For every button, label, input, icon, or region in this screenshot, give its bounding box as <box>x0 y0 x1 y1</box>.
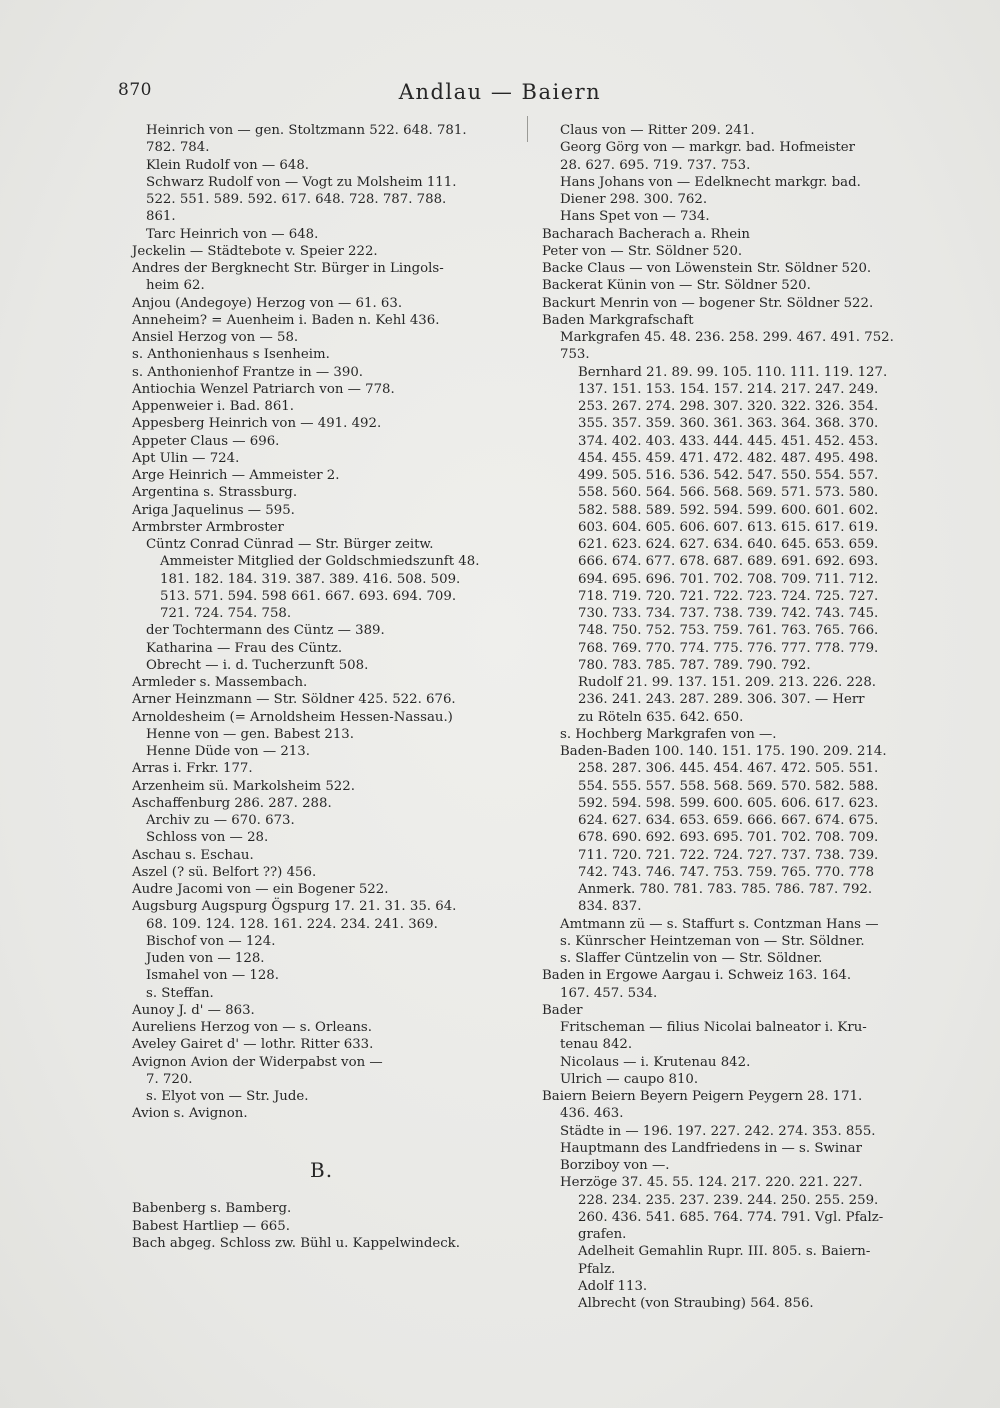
index-line: Augsburg Augspurg Ögspurg 17. 21. 31. 35. 64. <box>132 899 457 915</box>
index-line: Ansiel Herzog von — 58. <box>132 330 299 345</box>
index-line: Nicolaus — i. Krutenau 842. <box>560 1054 751 1070</box>
index-line: Cüntz Conrad Cünrad — Str. Bürger zeitw. <box>146 537 434 552</box>
index-line: Antiochia Wenzel Patriarch von — 778. <box>132 381 395 397</box>
index-line: Henne Düde von — 213. <box>146 744 310 759</box>
index-line: 780. 783. 785. 787. 789. 790. 792. <box>578 657 811 673</box>
index-line: Appesberg Heinrich von — 491. 492. <box>132 416 382 432</box>
index-line: s. Steffan. <box>146 985 214 1001</box>
index-line: s. Slaffer Cüntzelin von — Str. Söldner. <box>560 951 823 966</box>
index-line: Aschaffenburg 286. 287. 288. <box>132 795 332 811</box>
index-line: Andres der Bergknecht Str. Bürger in Lingols- <box>132 261 444 276</box>
index-line: Georg Görg von — markgr. bad. Hofmeister <box>560 140 856 156</box>
index-line: Rudolf 21. 99. 137. 151. 209. 213. 226. 228. <box>578 675 877 690</box>
index-line: Städte in — 196. 197. 227. 242. 274. 353. 855. <box>560 1123 876 1139</box>
index-line: s. Anthonienhaus s Isenheim. <box>132 347 330 363</box>
index-line: Schwarz Rudolf von — Vogt zu Molsheim 111. <box>146 174 457 190</box>
index-line: Bacharach Bacherach a. Rhein <box>542 226 750 242</box>
index-line: 454. 455. 459. 471. 472. 482. 487. 495. 498. <box>578 450 879 466</box>
index-line: heim 62. <box>146 278 205 294</box>
index-line: Jeckelin — Städtebote v. Speier 222. <box>132 243 378 259</box>
index-line: 228. 234. 235. 237. 239. 244. 250. 255. 259. <box>578 1192 879 1208</box>
index-line: 522. 551. 589. 592. 617. 648. 728. 787. 788. <box>146 192 447 207</box>
index-line: 834. 837. <box>578 899 642 915</box>
page-number: 870 <box>118 80 152 100</box>
index-line: 558. 560. 564. 566. 568. 569. 571. 573. 580. <box>578 485 879 501</box>
index-line: 499. 505. 516. 536. 542. 547. 550. 554. 557. <box>578 468 879 483</box>
right-column <box>542 122 937 1312</box>
index-line: s. Anthonienhof Frantze in — 390. <box>132 364 364 380</box>
index-line: Audre Jacomi von — ein Bogener 522. <box>132 882 389 897</box>
index-line: Aveley Gairet d' — lothr. Ritter 633. <box>132 1037 374 1053</box>
index-line: 748. 750. 752. 753. 759. 761. 763. 765. 766. <box>578 623 879 639</box>
index-line: Peter von — Str. Söldner 520. <box>542 243 743 259</box>
index-line: tenau 842. <box>560 1037 633 1053</box>
index-line: 753. <box>560 347 590 363</box>
index-line: Armleder s. Massembach. <box>132 675 308 690</box>
index-line: Baden Markgrafschaft <box>542 312 694 328</box>
index-line: Tarc Heinrich von — 648. <box>146 226 319 242</box>
index-line: Fritscheman — filius Nicolai balneator i. Kru- <box>560 1020 867 1035</box>
index-line: 374. 402. 403. 433. 444. 445. 451. 452. 453. <box>578 433 879 449</box>
index-line: 28. 627. 695. 719. 737. 753. <box>560 157 751 173</box>
index-line: Heinrich von — gen. Stoltzmann 522. 648. 781. <box>146 123 467 138</box>
index-line: Bader <box>542 1002 583 1018</box>
index-line: 554. 555. 557. 558. 568. 569. 570. 582. 588. <box>578 778 879 794</box>
index-line: Borziboy von —. <box>560 1158 670 1173</box>
index-line: Arner Heinzmann — Str. Söldner 425. 522. 676. <box>132 692 456 708</box>
index-line: 721. 724. 754. 758. <box>160 606 292 621</box>
index-line: 167. 457. 534. <box>560 985 658 1001</box>
index-line: Argentina s. Strassburg. <box>132 485 298 501</box>
index-line: Katharina — Frau des Cüntz. <box>146 640 343 656</box>
index-line: Claus von — Ritter 209. 241. <box>560 123 755 138</box>
index-line: Avion s. Avignon. <box>132 1106 248 1122</box>
index-line: Hans Johans von — Edelknecht markgr. bad. <box>560 174 861 190</box>
index-line: 355. 357. 359. 360. 361. 363. 364. 368. 370. <box>578 416 879 432</box>
index-line: Anneheim? = Auenheim i. Baden n. Kehl 436. <box>132 312 440 328</box>
index-line: 236. 241. 243. 287. 289. 306. 307. — Herr <box>578 692 865 708</box>
index-line: 742. 743. 746. 747. 753. 759. 765. 770. 778 <box>578 864 875 880</box>
index-line: Ammeister Mitglied der Goldschmiedszunft 48. <box>160 554 480 570</box>
index-line: 730. 733. 734. 737. 738. 739. 742. 743. 745. <box>578 606 879 621</box>
section-letter: B. <box>310 1158 334 1182</box>
index-line: 782. 784. <box>146 140 210 156</box>
index-line: Adelheit Gemahlin Rupr. III. 805. s. Baiern- <box>578 1244 871 1260</box>
index-line: Apt Ulin — 724. <box>132 450 240 466</box>
index-line: s. Künrscher Heintzeman von — Str. Söldner. <box>560 933 865 949</box>
index-line: Hauptmann des Landfriedens in — s. Swinar <box>560 1140 862 1156</box>
index-line: Avignon Avion der Widerpabst von — <box>132 1054 383 1070</box>
index-line: Anmerk. 780. 781. 783. 785. 786. 787. 792. <box>578 882 873 897</box>
index-line: Markgrafen 45. 48. 236. 258. 299. 467. 491. 752. <box>560 330 894 345</box>
index-line: Amtmann zü — s. Staffurt s. Contzman Hans — <box>560 916 879 932</box>
index-line: 582. 588. 589. 592. 594. 599. 600. 601. 602. <box>578 502 879 518</box>
index-line: Aureliens Herzog von — s. Orleans. <box>132 1020 372 1035</box>
blank-line <box>128 1140 523 1157</box>
index-line: Archiv zu — 670. 673. <box>146 813 295 828</box>
index-line: Hans Spet von — 734. <box>560 209 710 225</box>
index-line: Albrecht (von Straubing) 564. 856. <box>578 1296 814 1311</box>
index-line: Arnoldesheim (= Arnoldsheim Hessen-Nassau.) <box>132 709 453 725</box>
index-line: 603. 604. 605. 606. 607. 613. 615. 617. 619. <box>578 519 879 535</box>
index-line: 436. 463. <box>560 1106 624 1122</box>
index-line: 624. 627. 634. 653. 659. 666. 667. 674. 675. <box>578 813 879 828</box>
index-line: 694. 695. 696. 701. 702. 708. 709. 711. 712. <box>578 571 879 587</box>
index-line: Arge Heinrich — Ammeister 2. <box>132 468 340 483</box>
index-line: zu Röteln 635. 642. 650. <box>578 709 744 725</box>
index-line: Henne von — gen. Babest 213. <box>146 726 354 742</box>
index-line: grafen. <box>578 1227 627 1242</box>
index-line: 7. 720. <box>146 1071 193 1087</box>
left-column <box>128 122 523 1252</box>
index-line: Backerat Künin von — Str. Söldner 520. <box>542 278 811 294</box>
index-line: Klein Rudolf von — 648. <box>146 157 310 173</box>
index-line: Babenberg s. Bamberg. <box>132 1201 292 1217</box>
index-line: Baden-Baden 100. 140. 151. 175. 190. 209. 214. <box>560 744 887 759</box>
index-line: Aunoy J. d' — 863. <box>132 1002 255 1018</box>
page-header: Andlau — Baiern <box>398 80 602 104</box>
index-line: s. Hochberg Markgrafen von —. <box>560 726 777 742</box>
index-line: Juden von — 128. <box>146 951 265 966</box>
index-line: Ismahel von — 128. <box>146 968 279 984</box>
index-line: Pfalz. <box>578 1261 616 1277</box>
index-line: der Tochtermann des Cüntz — 389. <box>146 623 385 639</box>
index-line: 666. 674. 677. 678. 687. 689. 691. 692. 693. <box>578 554 879 570</box>
index-line: Baiern Beiern Beyern Peigern Peygern 28. 171. <box>542 1089 863 1104</box>
index-line: Arzenheim sü. Markolsheim 522. <box>132 778 355 794</box>
index-line: Obrecht — i. d. Tucherzunft 508. <box>146 657 369 673</box>
index-line: 253. 267. 274. 298. 307. 320. 322. 326. 354. <box>578 399 879 414</box>
index-line: 513. 571. 594. 598 661. 667. 693. 694. 709. <box>160 588 457 604</box>
index-line: Armbrster Armbroster <box>132 519 284 535</box>
index-line: Ulrich — caupo 810. <box>560 1071 699 1087</box>
index-line: Aschau s. Eschau. <box>132 847 254 863</box>
blank-line <box>128 1123 523 1140</box>
index-line: Adolf 113. <box>578 1278 648 1294</box>
index-line: Herzöge 37. 45. 55. 124. 217. 220. 221. 227. <box>560 1175 863 1191</box>
index-line: 258. 287. 306. 445. 454. 467. 472. 505. 551. <box>578 761 879 777</box>
index-line: 68. 109. 124. 128. 161. 224. 234. 241. 369. <box>146 916 438 932</box>
index-line: Bernhard 21. 89. 99. 105. 110. 111. 119. 127. <box>578 364 888 380</box>
column-separator <box>527 116 528 142</box>
index-line: 260. 436. 541. 685. 764. 774. 791. Vgl. Pfalz- <box>578 1209 884 1225</box>
index-line: Ariga Jaquelinus — 595. <box>132 502 295 518</box>
index-line: Appenweier i. Bad. 861. <box>132 399 294 414</box>
index-line: Schloss von — 28. <box>146 830 269 846</box>
index-line: 181. 182. 184. 319. 387. 389. 416. 508. 509. <box>160 571 461 587</box>
index-line: Anjou (Andegoye) Herzog von — 61. 63. <box>132 295 403 311</box>
index-line: Babest Hartliep — 665. <box>132 1218 290 1234</box>
index-line: Baden in Ergowe Aargau i. Schweiz 163. 164. <box>542 968 852 984</box>
blank-line <box>128 1183 523 1200</box>
index-line: 137. 151. 153. 154. 157. 214. 217. 247. 249. <box>578 381 879 397</box>
index-line: Arras i. Frkr. 177. <box>132 761 253 777</box>
index-line: Appeter Claus — 696. <box>132 433 280 449</box>
index-line: Bischof von — 124. <box>146 933 276 949</box>
index-line: 861. <box>146 209 176 225</box>
index-line: 768. 769. 770. 774. 775. 776. 777. 778. 779. <box>578 640 879 656</box>
index-line: 592. 594. 598. 599. 600. 605. 606. 617. 623. <box>578 795 879 811</box>
index-line: Backurt Menrin von — bogener Str. Söldner 522. <box>542 295 874 311</box>
index-line: 621. 623. 624. 627. 634. 640. 645. 653. 659. <box>578 537 879 552</box>
index-line: Aszel (? sü. Belfort ??) 456. <box>132 864 317 880</box>
index-line: Diener 298. 300. 762. <box>560 192 708 207</box>
index-line: 678. 690. 692. 693. 695. 701. 702. 708. 709. <box>578 830 879 846</box>
index-line: s. Elyot von — Str. Jude. <box>146 1089 309 1104</box>
index-line: Bach abgeg. Schloss zw. Bühl u. Kappelwindeck. <box>132 1235 460 1251</box>
index-line: Backe Claus — von Löwenstein Str. Söldner 520. <box>542 261 872 276</box>
index-line: 711. 720. 721. 722. 724. 727. 737. 738. 739. <box>578 847 879 863</box>
index-line: 718. 719. 720. 721. 722. 723. 724. 725. 727. <box>578 588 879 604</box>
